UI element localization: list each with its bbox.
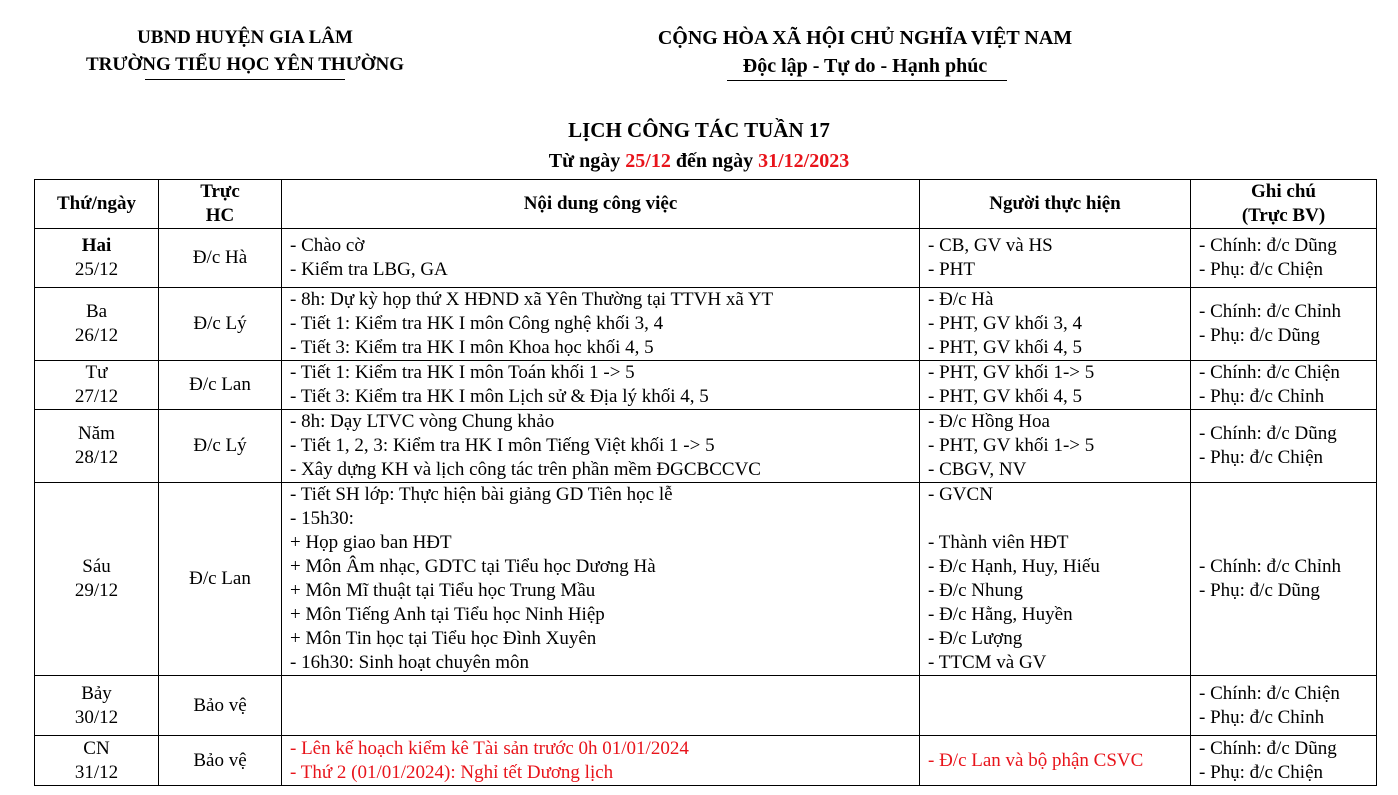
content-line: - Tiết SH lớp: Thực hiện bài giảng GD Tiên học lễ xyxy=(290,484,673,505)
cell-day xyxy=(35,410,159,483)
cell-content xyxy=(282,483,920,676)
cell-day xyxy=(35,736,159,786)
cell-day xyxy=(35,361,159,410)
cell-note xyxy=(1191,410,1377,483)
col-header-day: Thứ/ngày xyxy=(35,180,159,229)
date: 27/12 xyxy=(74,386,119,407)
cell-content xyxy=(282,229,920,288)
note-line: - Phụ: đ/c Chỉnh xyxy=(1199,386,1325,407)
issuer-underline xyxy=(145,79,345,80)
person-line: - Đ/c Hạnh, Huy, Hiếu xyxy=(928,556,1100,577)
date: 25/12 xyxy=(74,259,119,280)
col-header-person: Người thực hiện xyxy=(920,180,1191,229)
date: 30/12 xyxy=(74,706,119,728)
cell-duty: Đ/c Lý xyxy=(159,288,282,361)
cell-content xyxy=(282,361,920,410)
note-line: - Phụ: đ/c Dũng xyxy=(1199,580,1320,601)
cell-note xyxy=(1191,361,1377,410)
cell-note xyxy=(1191,483,1377,676)
note-line: - Phụ: đ/c Chiện xyxy=(1199,259,1324,280)
col-header-content: Nội dung công việc xyxy=(282,180,920,229)
table-row xyxy=(35,676,1377,736)
school-name: TRƯỜNG TIỂU HỌC YÊN THƯỜNG xyxy=(85,54,405,75)
note-line: - Chính: đ/c Dũng xyxy=(1199,737,1337,759)
content-line: - Tiết 1: Kiểm tra HK I môn Công nghệ khối 3, 4 xyxy=(290,313,664,334)
note-line: - Phụ: đ/c Chỉnh xyxy=(1199,706,1325,728)
content-line: - 15h30: xyxy=(290,508,354,529)
content-line: - Kiểm tra LBG, GA xyxy=(290,259,448,280)
date: 29/12 xyxy=(74,580,119,601)
cell-duty: Đ/c Lan xyxy=(159,361,282,410)
cell-duty: Đ/c Lý xyxy=(159,410,282,483)
col-header-duty xyxy=(159,180,282,229)
table-row xyxy=(35,229,1377,288)
person-line: - Đ/c Hằng, Huyền xyxy=(928,604,1073,625)
cell-person xyxy=(920,410,1191,483)
person-line: - CBGV, NV xyxy=(928,459,1027,480)
table-row xyxy=(35,361,1377,410)
cell-person xyxy=(920,676,1191,736)
person-line xyxy=(928,507,1190,531)
district-name: UBND HUYỆN GIA LÂM xyxy=(137,27,353,48)
weekday: Ba xyxy=(85,301,108,322)
cell-person xyxy=(920,288,1191,361)
date: 28/12 xyxy=(74,447,119,468)
table-row xyxy=(35,288,1377,361)
motto: Độc lập - Tự do - Hạnh phúc xyxy=(742,55,988,77)
schedule-table xyxy=(34,179,1377,786)
col-header-note xyxy=(1191,180,1377,229)
date-to: 31/12/2023 xyxy=(758,150,850,172)
cell-person xyxy=(920,483,1191,676)
content-line: - Chào cờ xyxy=(290,235,365,256)
document-title: LỊCH CÔNG TÁC TUẦN 17 xyxy=(568,118,830,142)
motto-underline xyxy=(727,80,1007,81)
person-line: - CB, GV và HS xyxy=(928,235,1053,256)
content-line: - Tiết 3: Kiểm tra HK I môn Lịch sử & Địa lý khối 4, 5 xyxy=(290,386,709,407)
cell-content xyxy=(282,676,920,736)
cell-duty: Đ/c Hà xyxy=(159,229,282,288)
content-line: - Tiết 1, 2, 3: Kiểm tra HK I môn Tiếng Việt khối 1 -> 5 xyxy=(290,435,715,456)
note-line: - Chính: đ/c Chiện xyxy=(1199,362,1340,383)
col-header-note-l2: (Trực BV) xyxy=(1241,205,1326,226)
person-line: - Đ/c Hà xyxy=(928,289,994,310)
content-line: - 8h: Dự kỳ họp thứ X HĐND xã Yên Thường tại TTVH xã YT xyxy=(290,289,774,310)
person-line: - PHT xyxy=(928,259,975,280)
cell-day xyxy=(35,483,159,676)
note-line: - Phụ: đ/c Chiện xyxy=(1199,447,1324,468)
content-line: - Xây dựng KH và lịch công tác trên phần mềm ĐGCBCCVC xyxy=(290,459,761,480)
content-line: - Tiết 1: Kiểm tra HK I môn Toán khối 1 -> 5 xyxy=(290,362,635,383)
note-line: - Phụ: đ/c Dũng xyxy=(1199,325,1320,346)
table-row xyxy=(35,483,1377,676)
person-line: - Đ/c Hồng Hoa xyxy=(928,411,1050,432)
person-line: - PHT, GV khối 4, 5 xyxy=(928,337,1082,358)
content-line: + Môn Mĩ thuật tại Tiểu học Trung Mầu xyxy=(290,580,596,601)
cell-day xyxy=(35,676,159,736)
person-line: - Đ/c Nhung xyxy=(928,580,1023,601)
table-row xyxy=(35,410,1377,483)
cell-person xyxy=(920,736,1191,786)
issuer-block xyxy=(40,24,450,78)
note-line: - Chính: đ/c Chiện xyxy=(1199,682,1340,704)
weekday: Hai xyxy=(81,235,112,256)
content-line: - 8h: Dạy LTVC vòng Chung khảo xyxy=(290,411,555,432)
national-title: CỘNG HÒA XÃ HỘI CHỦ NGHĨA VIỆT NAM xyxy=(657,27,1073,49)
person-line: - TTCM và GV xyxy=(928,652,1047,673)
weekday: CN xyxy=(83,737,110,759)
cell-duty: Bảo vệ xyxy=(159,676,282,736)
person-line: - GVCN xyxy=(928,484,993,505)
cell-person xyxy=(920,229,1191,288)
weekday: Sáu xyxy=(82,556,111,577)
person-line: - Đ/c Lượng xyxy=(928,628,1023,649)
person-line: - PHT, GV khối 1-> 5 xyxy=(928,362,1095,383)
cell-duty: Bảo vệ xyxy=(159,736,282,786)
cell-note xyxy=(1191,736,1377,786)
cell-note xyxy=(1191,229,1377,288)
date-range xyxy=(0,148,1398,174)
cell-duty: Đ/c Lan xyxy=(159,483,282,676)
cell-day xyxy=(35,229,159,288)
weekday: Tư xyxy=(85,362,108,383)
person-line: - PHT, GV khối 4, 5 xyxy=(928,386,1082,407)
col-header-duty-l1: Trực xyxy=(200,181,240,202)
cell-content xyxy=(282,410,920,483)
person-line: - Đ/c Lan và bộ phận CSVC xyxy=(928,749,1144,771)
person-line: - Thành viên HĐT xyxy=(928,532,1069,553)
date-range-prefix: Từ ngày xyxy=(548,150,626,172)
col-header-duty-l2: HC xyxy=(205,205,235,226)
date-from: 25/12 xyxy=(625,150,671,172)
cell-content xyxy=(282,736,920,786)
content-line: + Môn Tin học tại Tiểu học Đình Xuyên xyxy=(290,628,597,649)
cell-person xyxy=(920,361,1191,410)
person-line: - PHT, GV khối 1-> 5 xyxy=(928,435,1095,456)
cell-day xyxy=(35,288,159,361)
cell-note xyxy=(1191,288,1377,361)
table-row xyxy=(35,736,1377,786)
table-header-row xyxy=(35,180,1377,229)
note-line: - Chính: đ/c Chỉnh xyxy=(1199,301,1341,322)
date: 31/12 xyxy=(74,761,119,783)
content-line: - 16h30: Sinh hoạt chuyên môn xyxy=(290,652,530,673)
cell-note xyxy=(1191,676,1377,736)
content-line: + Môn Tiếng Anh tại Tiểu học Ninh Hiệp xyxy=(290,604,605,625)
national-title-block xyxy=(620,24,1110,80)
cell-content xyxy=(282,288,920,361)
content-line: - Thứ 2 (01/01/2024): Nghỉ tết Dương lịch xyxy=(290,761,614,783)
content-line: + Môn Âm nhạc, GDTC tại Tiểu học Dương Hà xyxy=(290,556,656,577)
note-line: - Chính: đ/c Chỉnh xyxy=(1199,556,1341,577)
content-line: - Tiết 3: Kiểm tra HK I môn Khoa học khối 4, 5 xyxy=(290,337,654,358)
note-line: - Chính: đ/c Dũng xyxy=(1199,235,1337,256)
weekday: Bảy xyxy=(81,682,112,704)
content-line: + Họp giao ban HĐT xyxy=(290,532,452,553)
note-line: - Phụ: đ/c Chiện xyxy=(1199,761,1324,783)
weekday: Năm xyxy=(78,423,115,444)
note-line: - Chính: đ/c Dũng xyxy=(1199,423,1337,444)
col-header-note-l1: Ghi chú xyxy=(1251,181,1316,202)
date-range-middle: đến ngày xyxy=(670,150,759,172)
person-line: - PHT, GV khối 3, 4 xyxy=(928,313,1082,334)
content-line: - Lên kế hoạch kiểm kê Tài sản trước 0h 01/01/2024 xyxy=(290,737,689,759)
date: 26/12 xyxy=(74,325,119,346)
